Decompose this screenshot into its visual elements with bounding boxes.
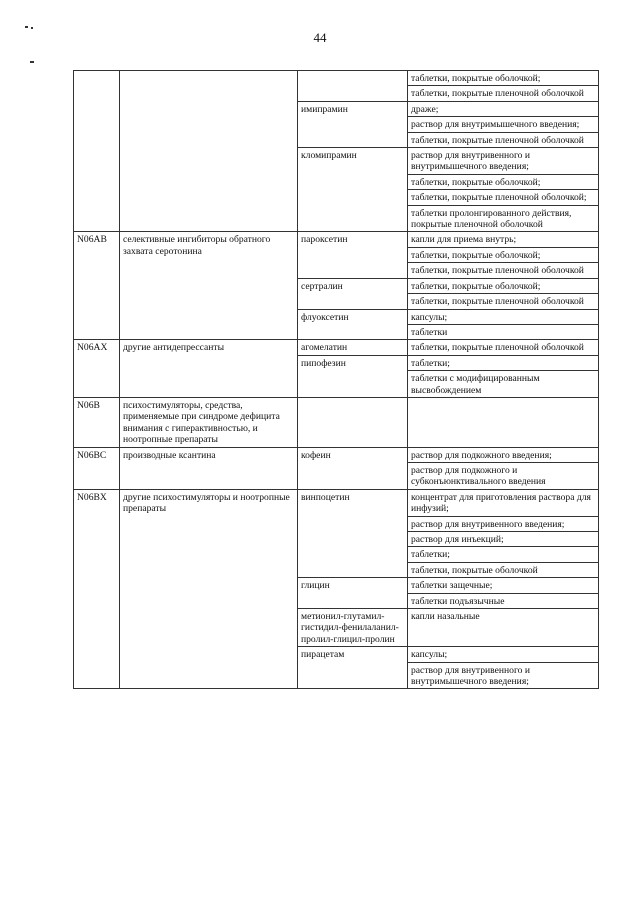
dosage-form-cell: драже;	[408, 101, 599, 116]
table-row	[74, 447, 599, 462]
drug-name-cell: винпоцетин	[298, 489, 408, 577]
dosage-form-cell: капсулы;	[408, 647, 599, 662]
atc-code-cell: N06AB	[74, 232, 120, 340]
table-row	[74, 397, 599, 447]
dosage-form-cell: концентрат для приготовления раствора для инфузий;	[408, 489, 599, 516]
dosage-form-cell: таблетки, покрытые оболочкой	[408, 562, 599, 577]
drug-name-cell: пипофезин	[298, 355, 408, 397]
dosage-form-cell: раствор для внутривенного введения;	[408, 516, 599, 531]
drug-name-cell	[298, 397, 408, 447]
drug-name-cell: метионил-глутамил-гистидил-фенилаланил-пролил-глицил-пролин	[298, 609, 408, 647]
dosage-form-cell: таблетки, покрытые оболочкой;	[408, 247, 599, 262]
dosage-form-cell: таблетки, покрытые оболочкой;	[408, 71, 599, 86]
dosage-form-cell: таблетки подъязычные	[408, 593, 599, 608]
atc-code-cell: N06B	[74, 397, 120, 447]
drug-name-cell: агомелатин	[298, 340, 408, 355]
table-row	[74, 340, 599, 355]
dosage-form-cell: таблетки, покрытые пленочной оболочкой	[408, 132, 599, 147]
group-name-cell: производные ксантина	[120, 447, 298, 489]
dosage-form-cell: таблетки, покрытые пленочной оболочкой	[408, 340, 599, 355]
scan-speck	[25, 26, 28, 28]
drug-name-cell: сертралин	[298, 278, 408, 309]
drug-name-cell: глицин	[298, 578, 408, 609]
atc-code-cell: N06AX	[74, 340, 120, 398]
dosage-form-cell: таблетки;	[408, 355, 599, 370]
dosage-form-cell: раствор для внутривенного и внутримышечного введения;	[408, 148, 599, 175]
dosage-form-cell: таблетки, покрытые оболочкой;	[408, 278, 599, 293]
drug-name-cell: пароксетин	[298, 232, 408, 278]
drug-name-cell: имипрамин	[298, 101, 408, 147]
atc-code-cell: N06BX	[74, 489, 120, 689]
atc-code-cell	[74, 71, 120, 232]
dosage-form-cell: таблетки защечные;	[408, 578, 599, 593]
dosage-form-cell: таблетки	[408, 324, 599, 339]
dosage-form-cell	[408, 397, 599, 447]
group-name-cell: селективные ингибиторы обратного захвата серотонина	[120, 232, 298, 340]
atc-code-cell: N06BC	[74, 447, 120, 489]
group-name-cell	[120, 71, 298, 232]
dosage-form-cell: раствор для инъекций;	[408, 532, 599, 547]
group-name-cell: другие антидепрессанты	[120, 340, 298, 398]
dosage-form-cell: таблетки, покрытые пленочной оболочкой	[408, 294, 599, 309]
group-name-cell: психостимуляторы, средства, применяемые при синдроме дефицита внимания с гиперактивностью, и ноотропные препараты	[120, 397, 298, 447]
drug-name-cell: кофеин	[298, 447, 408, 489]
drug-name-cell: кломипрамин	[298, 148, 408, 232]
dosage-form-cell: таблетки, покрытые пленочной оболочкой	[408, 86, 599, 101]
page-number: 44	[313, 30, 327, 45]
table-row	[74, 489, 599, 516]
scan-speck	[30, 61, 34, 63]
dosage-form-cell: капли для приема внутрь;	[408, 232, 599, 247]
drug-name-cell: пирацетам	[298, 647, 408, 689]
dosage-form-cell: таблетки, покрытые оболочкой;	[408, 174, 599, 189]
table-row	[74, 71, 599, 86]
drug-name-cell	[298, 71, 408, 102]
dosage-form-cell: таблетки, покрытые пленочной оболочкой;	[408, 190, 599, 205]
dosage-form-cell: раствор для внутривенного и внутримышечного введения;	[408, 662, 599, 689]
dosage-form-cell: капсулы;	[408, 309, 599, 324]
scan-speck	[31, 27, 33, 29]
dosage-form-cell: раствор для подкожного и субконъюнктивального введения	[408, 462, 599, 489]
dosage-form-cell: раствор для внутримышечного введения;	[408, 117, 599, 132]
drug-name-cell: флуоксетин	[298, 309, 408, 340]
dosage-form-cell: раствор для подкожного введения;	[408, 447, 599, 462]
group-name-cell: другие психостимуляторы и ноотропные препараты	[120, 489, 298, 689]
dosage-form-cell: таблетки, покрытые пленочной оболочкой	[408, 263, 599, 278]
dosage-form-cell: таблетки пролонгированного действия, покрытые пленочной оболочкой	[408, 205, 599, 232]
dosage-form-cell: капли назальные	[408, 609, 599, 647]
dosage-form-cell: таблетки с модифицированным высвобождением	[408, 371, 599, 398]
dosage-form-cell: таблетки;	[408, 547, 599, 562]
drug-table	[73, 70, 599, 689]
table-row	[74, 232, 599, 247]
